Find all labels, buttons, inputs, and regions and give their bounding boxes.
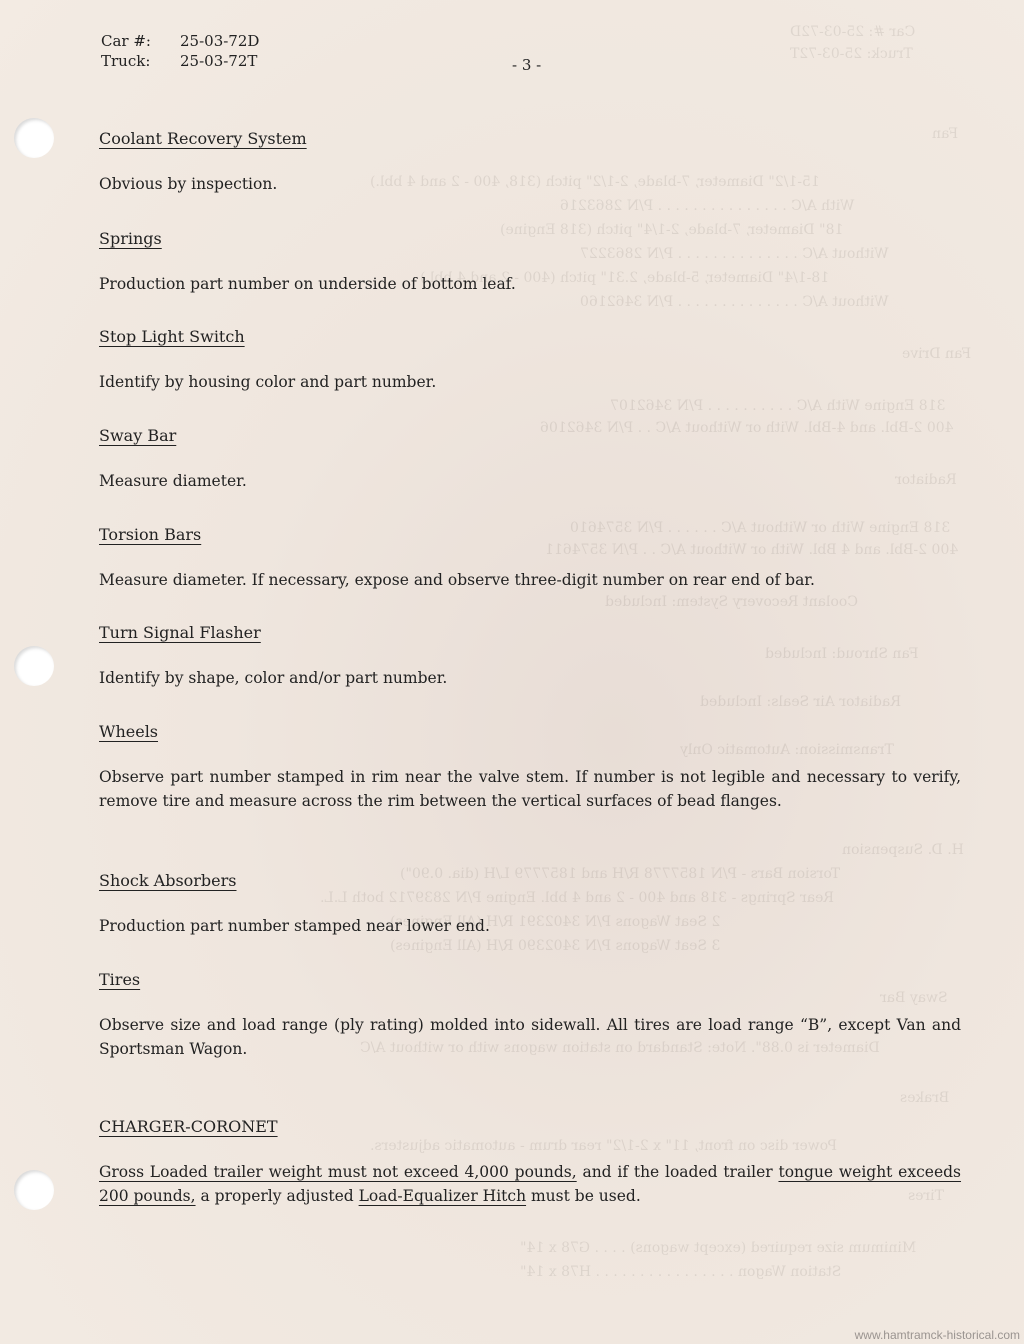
section-springs (99, 229, 961, 296)
section-body: Measure diameter. (99, 472, 247, 490)
section-body: Identify by housing color and part number. (99, 373, 437, 391)
text-run: and if the loaded trailer (576, 1163, 779, 1181)
bleed-line: H. D. Suspension (842, 842, 964, 858)
bleed-line: Fan Shroud: Included (765, 646, 919, 662)
bleed-line: 318 Engine With or Without A/C . . . . . . P/N 3574610 (570, 520, 951, 536)
section-heading: Turn Signal Flasher (99, 623, 261, 642)
bleed-line: 2 Seat Wagons P/N 3402391 R/H (All Engines) (390, 914, 721, 930)
truck-number: 25-03-72T (180, 52, 258, 70)
bleed-line: Without A/C . . . . . . . . . . . . . . P/N 3462160 (580, 294, 889, 310)
section-stop-light-switch (99, 327, 961, 394)
bleed-line: 18" Diameter, 7-blade, 2-1/4" pitch (318 Engine) (500, 222, 844, 238)
bleed-line: Diameter is 0.88". Note: Standard on station wagons with or without A/C (360, 1040, 880, 1056)
bleed-line: Truck: 25-03-72T (790, 46, 913, 62)
bleed-line: Rear Springs - 318 and 400 - 2 and 4 bbl. Engine P/N 2839712 both L.L. (320, 890, 834, 906)
section-body (99, 1160, 961, 1208)
hitch-clause: Load-Equalizer Hitch (358, 1187, 527, 1205)
car-number: 25-03-72D (180, 32, 260, 50)
section-tires (99, 970, 961, 1061)
section-heading: Coolant Recovery System (99, 129, 307, 148)
section-body: Obvious by inspection. (99, 175, 278, 193)
section-body: Production part number on underside of bottom leaf. (99, 275, 516, 293)
section-heading: Wheels (99, 722, 159, 741)
bleed-line: Fan (932, 126, 959, 142)
section-body: Observe part number stamped in rim near the valve stem. If number is not legible and necessary to verify, remove tire and measure across the rim between the vertical surfaces of bead flanges. (99, 768, 961, 810)
section-sway-bar (99, 426, 961, 493)
bleed-line: Radiator (895, 472, 957, 488)
section-body: Identify by shape, color and/or part number. (99, 669, 448, 687)
bleed-line: Power disc on front, 11" x 2-1/2" rear drum - automatic adjusters. (370, 1138, 838, 1154)
section-heading: CHARGER-CORONET (99, 1117, 278, 1136)
gross-weight-clause: Gross Loaded trailer weight must not exceed 4,000 pounds, (99, 1163, 577, 1181)
text-run: must be used. (526, 1187, 641, 1205)
bleed-line: 15-1/2" Diameter, 7-blade, 2-1/2" pitch (318, 400 - 2 and 4 bbl.) (370, 174, 820, 190)
bleed-line: Coolant Recovery System: Included (605, 594, 858, 610)
bleed-line: Car #: 25-03-72D (790, 24, 916, 40)
bleed-line: Without A/C . . . . . . . . . . . . . . P/N 2863227 (580, 246, 889, 262)
bleed-line: Transmission: Automatic Only (680, 742, 894, 758)
section-heading: Torsion Bars (99, 525, 202, 544)
bleed-line: Sway Bar (880, 990, 948, 1006)
bleed-line: Station Wagon . . . . . . . . . . . . . . . . H78 x 14" (520, 1264, 842, 1280)
section-torsion-bars (99, 525, 961, 592)
bleed-line: With A/C . . . . . . . . . . . . . . . P/N 2863216 (560, 198, 855, 214)
section-heading: Tires (99, 970, 141, 989)
section-charger-coronet (99, 1117, 961, 1208)
section-heading: Springs (99, 229, 162, 248)
bleed-line: 400 2-Bbl. and 4-Bbl. With or Without A/C . . P/N 3462106 (540, 420, 954, 436)
bleed-line: 3 Seat Wagons P/N 3402390 R/H (All Engines) (390, 938, 721, 954)
tongue-weight-clause: tongue weight exceeds 200 pounds, (99, 1163, 962, 1205)
section-heading: Shock Absorbers (99, 871, 237, 890)
binder-hole-middle (14, 646, 54, 686)
section-shock-absorbers (99, 871, 961, 938)
section-heading: Stop Light Switch (99, 327, 245, 346)
section-coolant-recovery (99, 129, 961, 196)
bleed-line: 18-1/4" Diameter, 5-blade, 2.31" pitch (400 - 2 and 4 bbl.) (420, 270, 830, 286)
bleed-line: Radiator Air Seals: Included (700, 694, 902, 710)
car-label: Car #: (101, 32, 151, 50)
page-number: - 3 - (512, 56, 542, 74)
truck-label: Truck: (101, 52, 151, 70)
bleed-line: Fan Drive (902, 346, 972, 362)
section-turn-signal-flasher (99, 623, 961, 690)
binder-hole-bottom (14, 1170, 54, 1210)
section-heading: Sway Bar (99, 426, 177, 445)
bleed-line: Torsion Bars - P/N 1857778 R/H and 1857779 L/H (dia. 0.90") (400, 866, 841, 882)
bleed-line: 318 Engine With A/C . . . . . . . . . . P/N 3462107 (610, 398, 946, 414)
binder-hole-top (14, 118, 54, 158)
section-body: Observe size and load range (ply rating) molded into sidewall. All tires are load range “B”, except Van and Sportsman Wagon. (99, 1016, 961, 1058)
section-wheels (99, 722, 961, 813)
text-run: a properly adjusted (195, 1187, 359, 1205)
bleed-line: Brakes (900, 1090, 950, 1106)
bleed-line: Tires (908, 1188, 944, 1204)
section-body: Production part number stamped near lower end. (99, 917, 490, 935)
section-body: Measure diameter. If necessary, expose and observe three-digit number on rear end of bar. (99, 571, 815, 589)
bleed-line: Minimum size required (except wagons) . . . . G78 x 14" (520, 1240, 917, 1256)
bleed-line: 400 2-Bbl. and 4 Bbl. With or Without A/C . . P/N 3574611 (545, 542, 959, 558)
watermark-url: www.hamtramck-historical.com (854, 1328, 1020, 1342)
